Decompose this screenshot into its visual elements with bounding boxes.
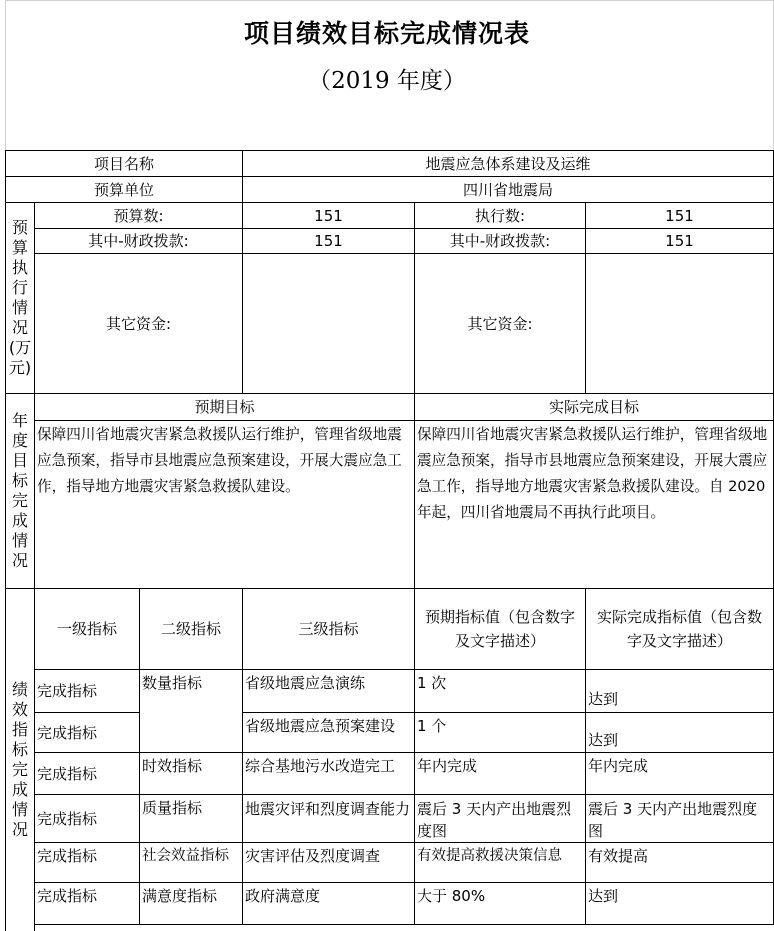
table-row-6-level3: 政府满意度 (243, 883, 415, 925)
table-row-4-level1: 完成指标 (35, 795, 140, 843)
table-row-5-expected: 有效提高救援决策信息 (415, 843, 586, 883)
table-row-5-level3: 灾害评估及烈度调查 (243, 843, 415, 883)
expected-value-header: 预期指标值（包含数字及文字描述） (415, 589, 586, 670)
title-border-top (5, 0, 774, 1)
table-row-3-level1: 完成指标 (35, 753, 140, 795)
fiscal-budget-value: 151 (243, 229, 415, 254)
budget-amount-value: 151 (243, 203, 415, 229)
table-row-4-expected: 震后 3 天内产出地震烈度图 (415, 795, 586, 843)
table-row-1-level2: 数量指标 (140, 670, 243, 753)
expected-target-header: 预期目标 (35, 394, 415, 421)
budget-unit-value: 四川省地震局 (243, 177, 774, 203)
table-row-4-actual: 震后 3 天内产出地震烈度图 (586, 795, 774, 843)
actual-value-header: 实际完成指标值（包含数字及文字描述） (586, 589, 774, 670)
budget-section-label: 预算执行情况(万元) (6, 203, 35, 394)
project-name-value: 地震应急体系建设及运维 (243, 151, 774, 177)
table-row-5-level1: 完成指标 (35, 843, 140, 883)
expected-target-text: 保障四川省地震灾害紧急救援队运行维护，管理省级地震应急预案，指导市县地震应急预案建设，开展大震应急工作，指导地方地震灾害紧急救援队建设。 (35, 421, 415, 589)
other-funds-label: 其它资金: (35, 254, 243, 394)
execution-amount-value: 151 (586, 203, 774, 229)
performance-section-label: 绩效指标完成情况 (6, 589, 35, 931)
actual-target-text: 保障四川省地震灾害紧急救援队运行维护，管理省级地震应急预案，指导市县地震应急预案建设，开展大震应急工作，指导地方地震灾害紧急救援队建设。自 2020年起，四川省地震局不再执行此项目。 (415, 421, 774, 589)
other-exec-value (586, 254, 774, 394)
table-row-4-level3: 地震灾评和烈度调查能力 (243, 795, 415, 843)
table-row-1-actual: 达到 (586, 670, 774, 713)
table-row-3-actual: 年内完成 (586, 753, 774, 795)
table-row-2-level1: 完成指标 (35, 713, 140, 753)
table-row-1-level3: 省级地震应急演练 (243, 670, 415, 713)
fiscal-budget-label: 其中-财政拨款: (35, 229, 243, 254)
annual-section-label: 年度目标完成情况 (6, 394, 35, 589)
table-row-2-expected: 1 个 (415, 713, 586, 753)
fiscal-exec-label: 其中-财政拨款: (415, 229, 586, 254)
table-row-1-expected: 1 次 (415, 670, 586, 713)
other-exec-label: 其它资金: (415, 254, 586, 394)
page-subtitle: （2019 年度） (308, 68, 466, 94)
budget-amount-label: 预算数: (35, 203, 243, 229)
table-row-6-level1: 完成指标 (35, 883, 140, 925)
table-row-2-level3: 省级地震应急预案建设 (243, 713, 415, 753)
other-funds-value (243, 254, 415, 394)
table-row-3-level3: 综合基地污水改造完工 (243, 753, 415, 795)
table-row-6-expected: 大于 80% (415, 883, 586, 925)
table-row-6-level2: 满意度指标 (140, 883, 243, 925)
level2-header: 二级指标 (140, 589, 243, 670)
table-row-1-level1: 完成指标 (35, 670, 140, 713)
budget-unit-label: 预算单位 (6, 177, 243, 203)
table-row-5-actual: 有效提高 (586, 843, 774, 883)
table-row-2-actual: 达到 (586, 713, 774, 753)
title-area (0, 0, 774, 150)
level3-header: 三级指标 (243, 589, 415, 670)
page-title: 项目绩效目标完成情况表 (243, 19, 530, 48)
level1-header: 一级指标 (35, 589, 140, 670)
table-row-5-level2: 社会效益指标 (140, 843, 243, 883)
project-name-label: 项目名称 (6, 151, 243, 177)
table-row-4-level2: 质量指标 (140, 795, 243, 843)
table-row-3-expected: 年内完成 (415, 753, 586, 795)
fiscal-exec-value: 151 (586, 229, 774, 254)
actual-target-header: 实际完成目标 (415, 394, 774, 421)
table-row-6-actual: 达到 (586, 883, 774, 925)
table-row-3-level2: 时效指标 (140, 753, 243, 795)
execution-amount-label: 执行数: (415, 203, 586, 229)
